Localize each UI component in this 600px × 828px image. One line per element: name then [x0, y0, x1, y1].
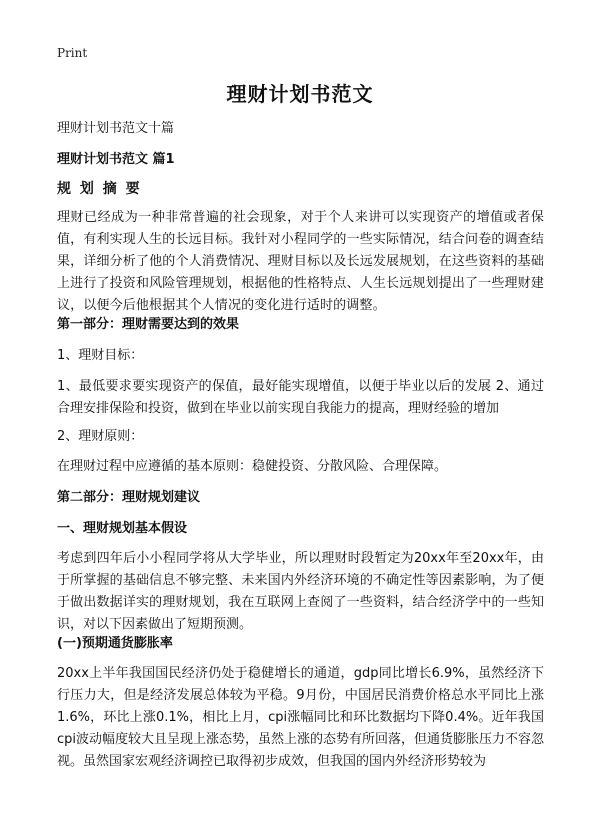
inflation-paragraph: 20xx上半年我国国民经济仍处于稳健增长的通道，gdp同比增长6.9%，虽然经济下行压力大，但是经济发展总体较为平稳。9月份，中国居民消费价格总水平同比上涨1.6%，环比上涨0.1%，相比上月，cpi涨幅同比和环比数据均下降0.4%。近年我国cpi波动幅度较大且呈现上涨态势，虽然上涨的态势有所回落，但通货膨胀压力不容忽视。虽然国家宏观经济调控已取得初步成效，但我国的国内外经济形势较为 [57, 666, 545, 769]
abstract-heading: 规 划 摘 要 [57, 181, 142, 197]
inflation-heading: (一)预期通货膨胀率 [57, 636, 173, 651]
goal-paragraph: 1、最低要求要实现资产的保值，最好能实现增值，以便于毕业以后的发展 2、通过合理安排保险和投资，做到在毕业以前实现自我能力的提高，理财经验的增加 [57, 379, 544, 416]
principle-label: 2、理财原则： [57, 429, 144, 444]
principle-paragraph: 在理财过程中应遵循的基本原则：稳健投资、分散风险、合理保障。 [57, 459, 448, 474]
assumption-paragraph: 考虑到四年后小小程同学将从大学毕业，所以理财时段暂定为20xx年至20xx年，由于所掌握的基础信息不够完整、未来国内外经济环境的不确定性等因素影响，为了便于做出数据详实的理财规划，我在互联网上查阅了一些资料，结合经济学中的一些知识，对以下因素做出了短期预测。 [57, 551, 544, 632]
part2-heading: 第二部分：理财规划建议 [57, 490, 201, 505]
abstract-paragraph: 理财已经成为一种非常普遍的社会现象，对于个人来讲可以实现资产的增值或者保值，有利实现人生的长远目标。我针对小程同学的一些实际情况，结合问卷的调查结果，详细分析了他的个人消费情况、理财目标以及长远发展规划，在这些资料的基础上进行了投资和风险管理规划，根据他的性格特点、人生长远规划提出了一些理财建议，以便今后他根据其个人情况的变化进行适时的调整。 [57, 210, 544, 313]
document-title: 理财计划书范文 [226, 82, 374, 106]
part1-heading: 第一部分：理财需要达到的效果 [57, 317, 240, 332]
goal-label: 1、理财目标： [57, 348, 144, 363]
document-subtitle: 理财计划书范文十篇 [57, 121, 175, 136]
assumption-heading: 一、理财规划基本假设 [57, 521, 188, 536]
print-label[interactable]: Print [57, 46, 88, 60]
piece-heading: 理财计划书范文 篇1 [57, 152, 175, 167]
